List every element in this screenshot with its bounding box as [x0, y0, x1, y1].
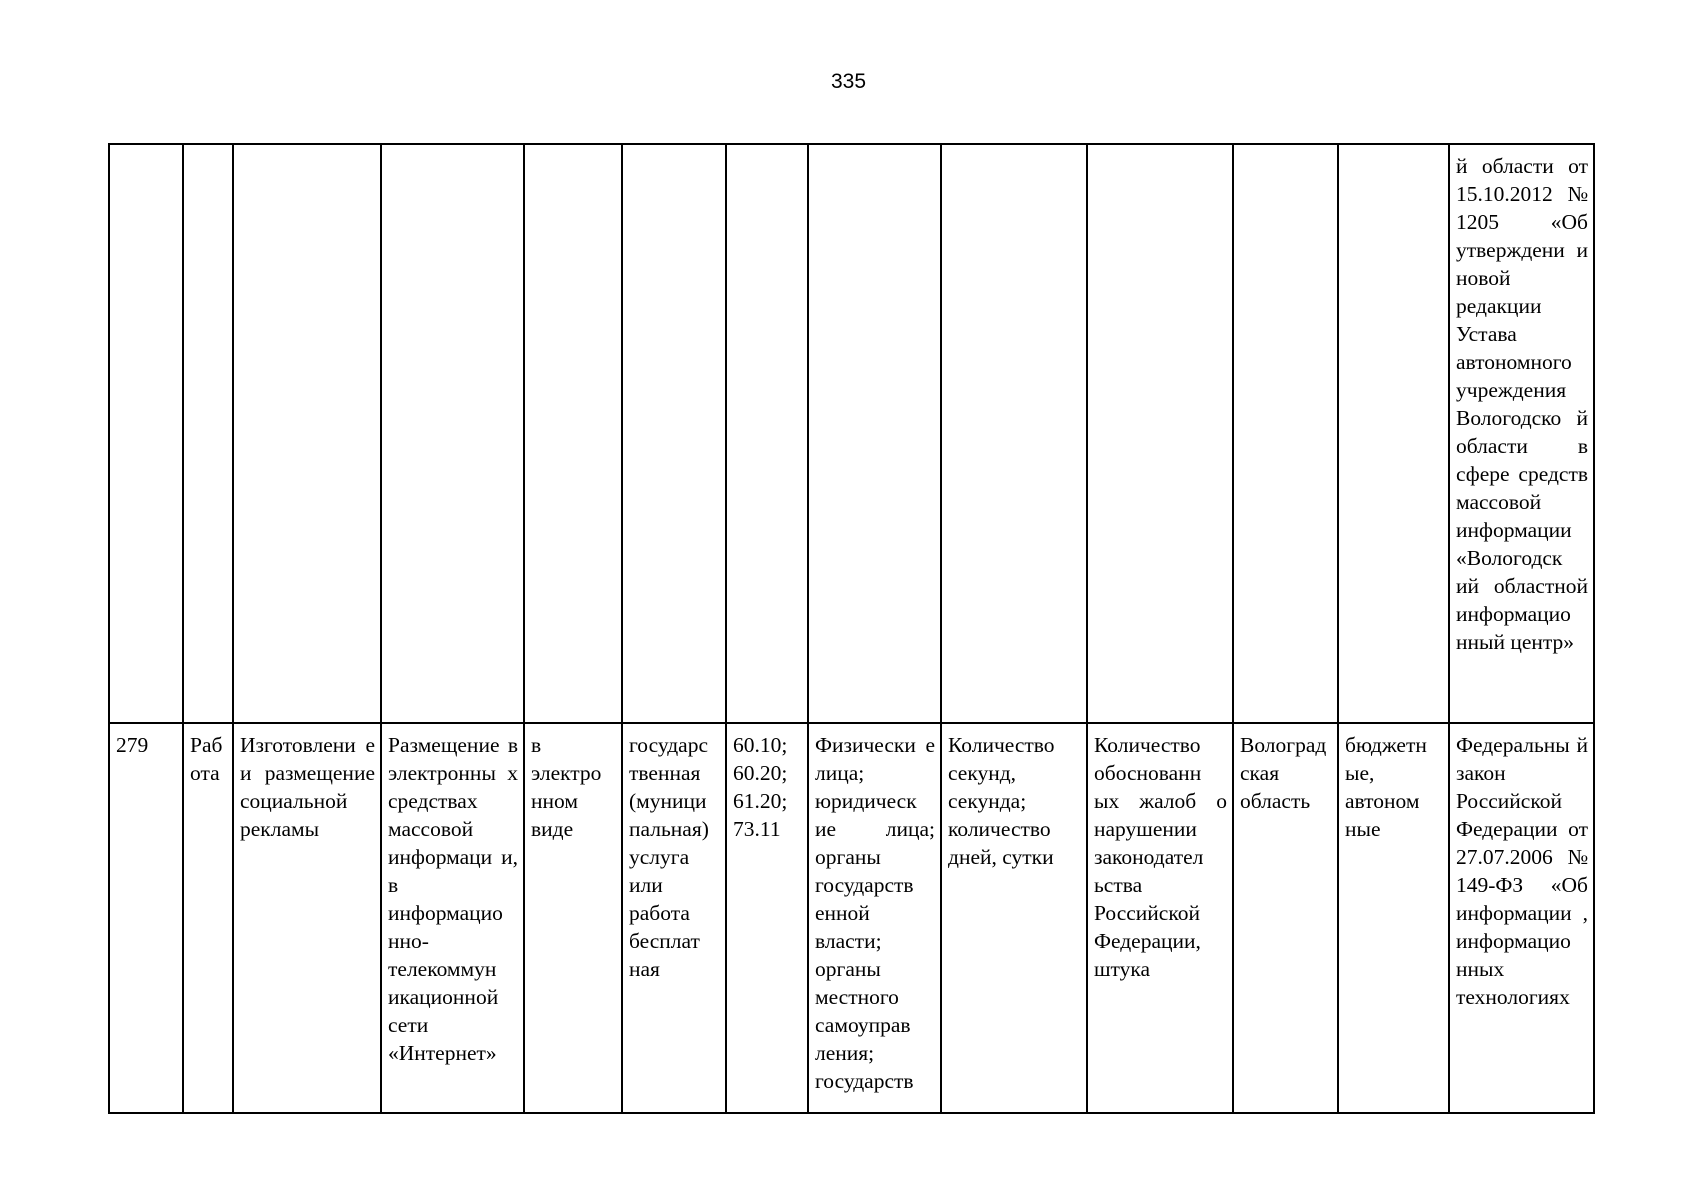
cell-institution-type: бюджетн ые, автоном ные — [1338, 723, 1449, 1113]
cell-content — [381, 144, 524, 723]
cell-name — [233, 144, 381, 723]
cell-quality-indicators — [1087, 144, 1233, 723]
cell-region: Волоград ская область — [1233, 723, 1338, 1113]
cell-type: Раб ота — [183, 723, 233, 1113]
cell-name: Изготовлени е и размещение социальной рекламы — [233, 723, 381, 1113]
cell-content: Размещение в электронны х средствах массовой информаци и, в информацио нно- телекоммун икационной сети «Интернет» — [381, 723, 524, 1113]
cell-number: 279 — [109, 723, 183, 1113]
cell-institution-type — [1338, 144, 1449, 723]
cell-consumers: Физически е лица; юридическ ие лица; органы государств енной власти; органы местного самоуправ ления; государств — [808, 723, 941, 1113]
cell-number — [109, 144, 183, 723]
cell-form — [524, 144, 622, 723]
cell-codes — [726, 144, 808, 723]
table-row — [109, 723, 1594, 1113]
cell-consumers — [808, 144, 941, 723]
cell-codes: 60.10; 60.20; 61.20; 73.11 — [726, 723, 808, 1113]
cell-region — [1233, 144, 1338, 723]
cell-volume-indicators: Количество секунд, секунда; количество дней, сутки — [941, 723, 1087, 1113]
cell-legal-basis: Федеральны й закон Российской Федерации от 27.07.2006 № 149-ФЗ «Об информации , информацио нных технологиях — [1449, 723, 1594, 1113]
cell-payment — [622, 144, 726, 723]
cell-quality-indicators: Количество обоснованн ых жалоб о нарушении законодател ьства Российской Федерации, штука — [1087, 723, 1233, 1113]
cell-form: в электро нном виде — [524, 723, 622, 1113]
cell-payment: государс твенная (муници пальная) услуга или работа бесплат ная — [622, 723, 726, 1113]
cell-volume-indicators — [941, 144, 1087, 723]
document-table — [108, 143, 1595, 1114]
cell-type — [183, 144, 233, 723]
table-row — [109, 144, 1594, 723]
cell-legal-basis: й области от 15.10.2012 № 1205 «Об утверждени и новой редакции Устава автономного учреждения Вологодско й области в сфере средств массовой информации «Вологодск ий областной информацио нный центр» — [1449, 144, 1594, 723]
page-number: 335 — [830, 70, 867, 93]
